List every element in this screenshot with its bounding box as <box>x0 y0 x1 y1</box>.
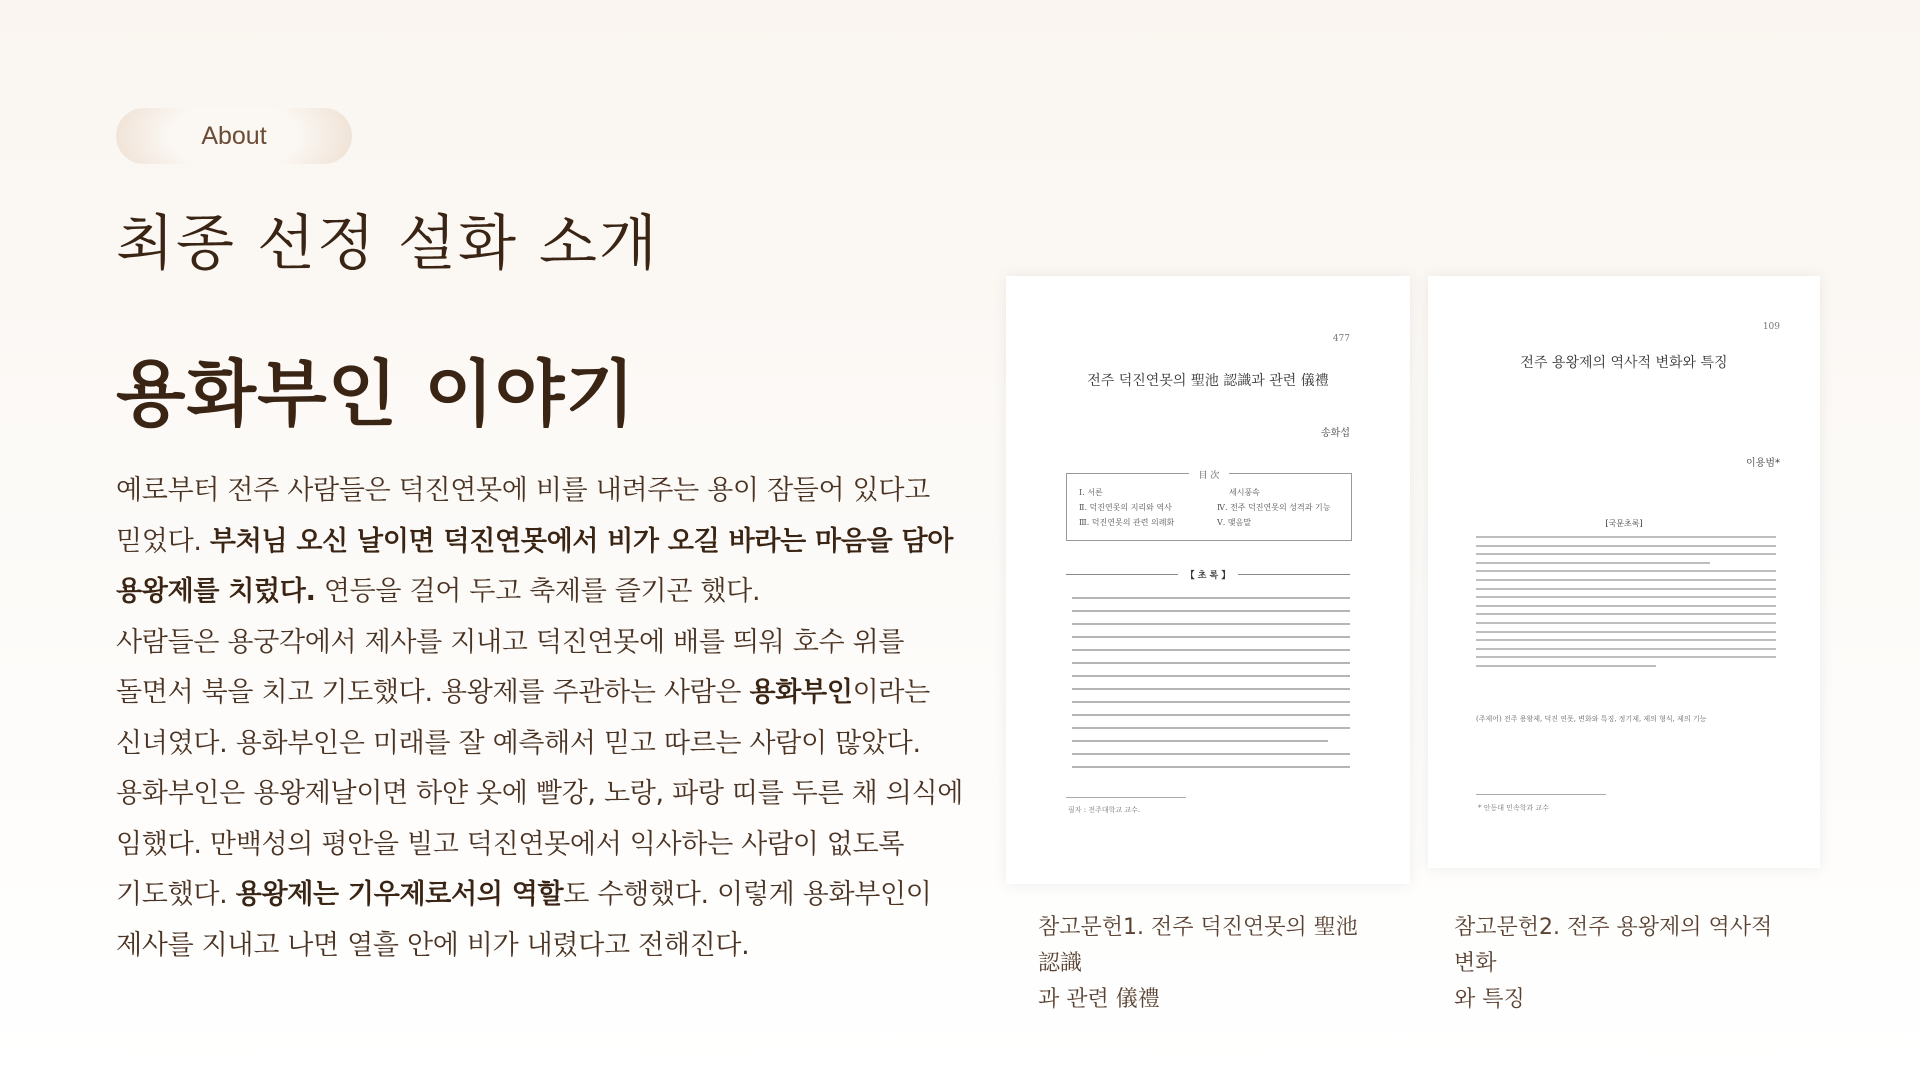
paragraph-line <box>116 668 966 719</box>
text-run: 사람들은 용궁각에서 제사를 지내고 덕진연못에 배를 띄워 호수 위를 <box>116 626 905 658</box>
paragraph-line <box>116 517 966 568</box>
caption-line: 와 특징 <box>1454 987 1525 1012</box>
reference-document-2 <box>1428 276 1820 868</box>
text-run: 연등을 걸어 두고 축제를 즐기곤 했다. <box>315 576 761 607</box>
text-run: 믿었다. <box>116 525 210 557</box>
story-paragraph <box>116 466 966 971</box>
text-run: 도 수행했다. 이렇게 용화부인이 <box>563 879 932 910</box>
footnote: * 안동대 민속학과 교수 <box>1478 804 1550 812</box>
emphasis-text: 용화부인 <box>749 677 853 708</box>
document-title: 전주 덕진연못의 聖池 認識과 관련 儀禮 <box>1087 373 1329 389</box>
reference-caption-1 <box>1038 910 1378 1018</box>
toc-title: 目 次 <box>1189 468 1229 481</box>
footnote-divider <box>1476 794 1606 795</box>
footnote-divider <box>1066 797 1186 798</box>
document-author: 송화섭 <box>1321 428 1350 439</box>
toc-item: 세시풍속 <box>1229 488 1260 497</box>
toc-item: Ⅴ. 맺음말 <box>1217 518 1252 527</box>
text-run: 돌면서 북을 치고 기도했다. 용왕제를 주관하는 사람은 <box>116 677 750 708</box>
toc-item: Ⅰ. 서론 <box>1079 488 1103 497</box>
caption-line: 참고문헌1. 전주 덕진연못의 聖池 認識 <box>1038 915 1358 976</box>
paragraph-line <box>116 769 966 820</box>
toc-item: Ⅲ. 덕진연못의 관련 의례화 <box>1079 518 1175 527</box>
table-of-contents <box>1066 473 1352 541</box>
story-title: 용화부인 이야기 <box>116 352 636 436</box>
page-number: 109 <box>1762 322 1780 332</box>
caption-line: 과 관련 儀禮 <box>1038 987 1160 1012</box>
reference-caption-2 <box>1454 910 1794 1018</box>
emphasis-text: 부처님 오신 날이면 덕진연못에서 비가 오길 바라는 마음을 담아 <box>209 525 954 557</box>
abstract-body-text <box>1072 597 1350 779</box>
text-run: 임했다. 만백성의 평안을 빌고 덕진연못에서 익사하는 사람이 없도록 <box>116 828 905 860</box>
toc-item: Ⅳ. 전주 덕진연못의 성격과 기능 <box>1217 503 1331 512</box>
document-author: 이용범* <box>1746 458 1780 469</box>
abstract-body-text <box>1476 536 1776 674</box>
section-heading: 최종 선정 설화 소개 <box>116 209 659 279</box>
about-badge-label: About <box>201 121 267 150</box>
emphasis-text: 용왕제를 치렀다. <box>116 576 316 607</box>
page-number: 477 <box>1332 334 1350 344</box>
text-run: 기도했다. <box>116 879 236 910</box>
emphasis-text: 용왕제는 기우제로서의 역할 <box>235 879 564 910</box>
text-run: 예로부터 전주 사람들은 덕진연못에 비를 내려주는 용이 잠들어 있다고 <box>116 475 930 506</box>
paragraph-line <box>116 618 966 669</box>
paragraph-line <box>116 719 966 770</box>
footnote: 필자 : 전주대학교 교수. <box>1068 806 1141 814</box>
paragraph-line <box>116 466 966 517</box>
text-run: 신녀였다. 용화부인은 미래를 잘 예측해서 믿고 따르는 사람이 많았다. <box>116 727 921 759</box>
toc-item: Ⅱ. 덕진연못의 지리와 역사 <box>1079 503 1172 512</box>
abstract-heading: 【 초 록 】 <box>1185 571 1231 581</box>
about-badge <box>116 108 352 164</box>
abstract-heading: [국문초록] <box>1605 519 1643 528</box>
paragraph-line <box>116 820 966 871</box>
text-run: 제사를 지내고 나면 열흘 안에 비가 내렸다고 전해진다. <box>116 929 750 961</box>
reference-document-1 <box>1006 276 1410 884</box>
text-run: 용화부인은 용왕제날이면 하얀 옷에 빨강, 노랑, 파랑 띠를 두른 채 의식에 <box>116 778 964 809</box>
text-run: 이라는 <box>852 677 930 708</box>
paragraph-line <box>116 567 966 618</box>
document-title: 전주 용왕제의 역사적 변화와 특징 <box>1520 355 1728 371</box>
caption-line: 참고문헌2. 전주 용왕제의 역사적 변화 <box>1454 915 1773 976</box>
paragraph-line <box>116 870 966 921</box>
keywords: (주제어) 전주 용왕제, 덕진 연못, 변화와 특징, 정기제, 제의 형식, 제의 기능 <box>1476 715 1707 723</box>
paragraph-line <box>116 921 966 972</box>
